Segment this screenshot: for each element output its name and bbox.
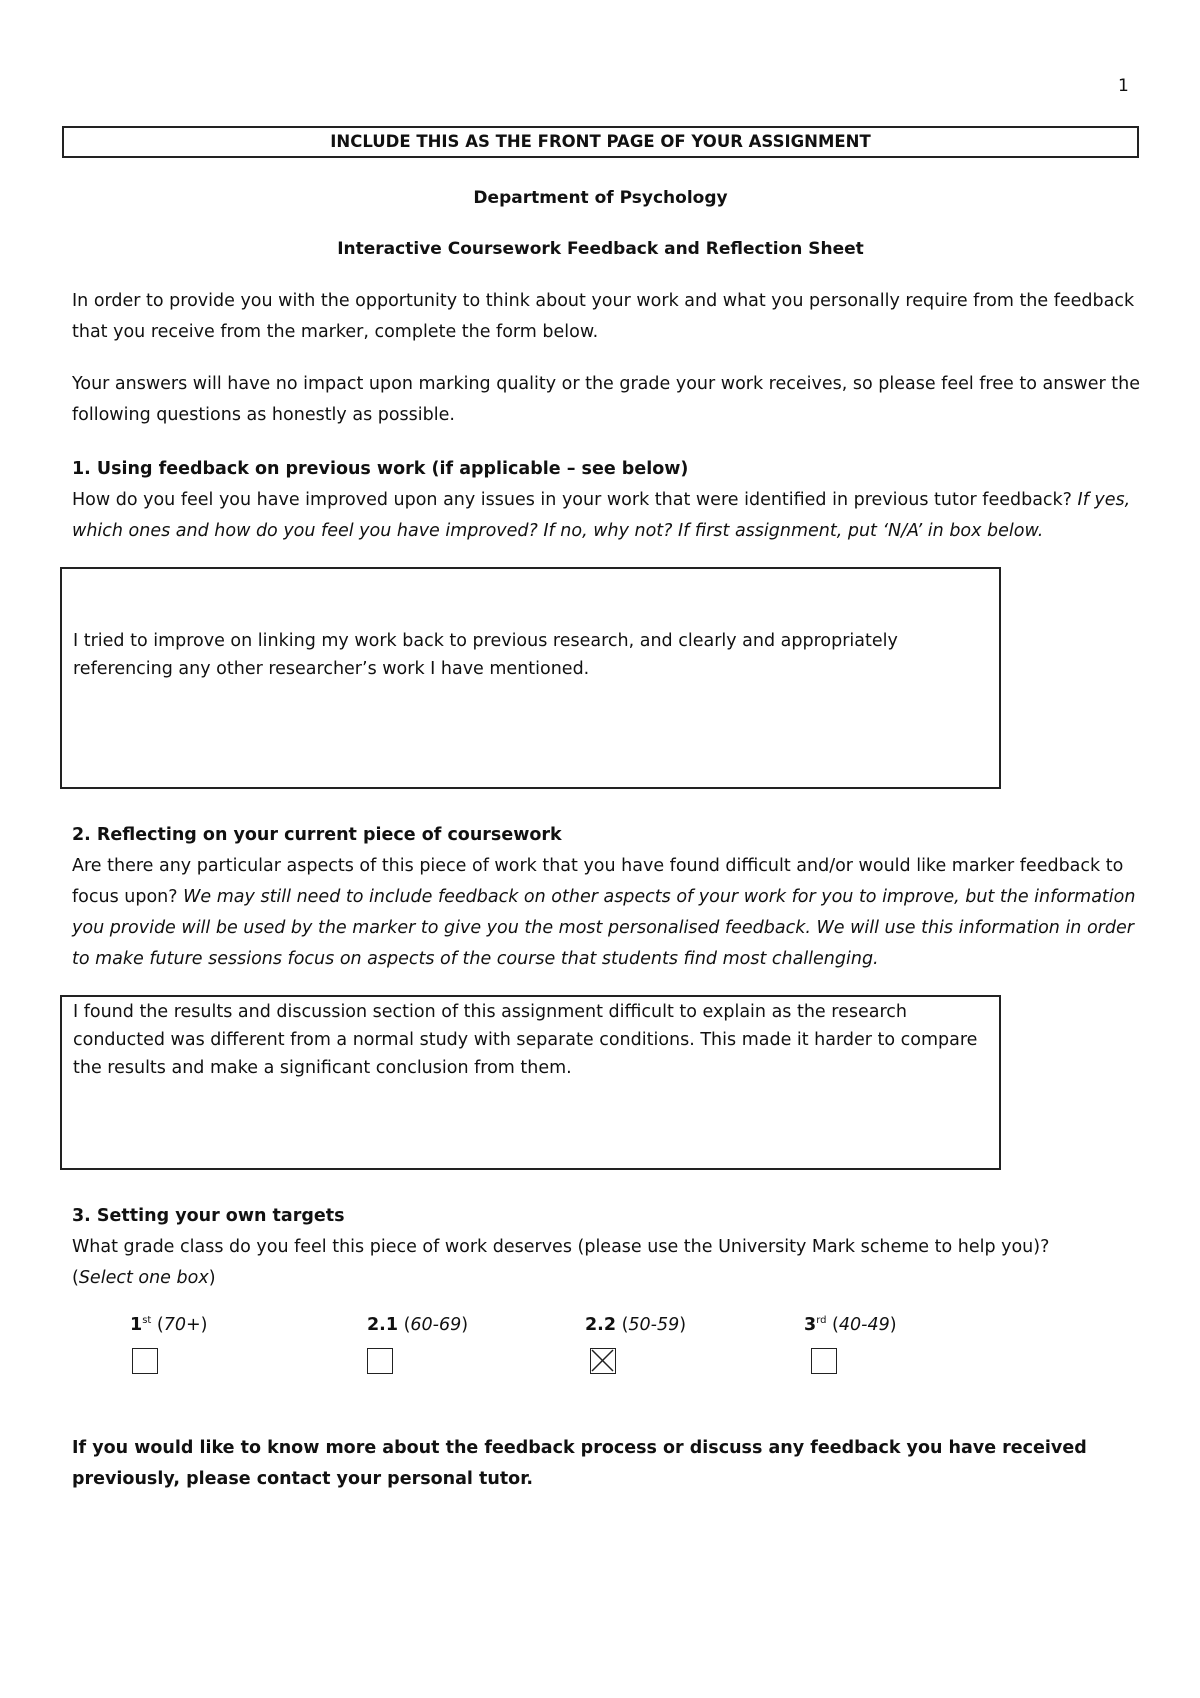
intro-paragraph-1: In order to provide you with the opportunity to think about your work and what you personally require from the feedback that you receive from the marker, complete the form below.	[72, 291, 1135, 342]
grade-option-2-1-label: 2.1 (60-69)	[367, 1315, 469, 1335]
grade-checkbox-2-1[interactable]	[367, 1348, 393, 1374]
section-2-question-text: Are there any particular aspects of this piece of work that you have found difficult and/or would like marker feedback to focus upon?	[72, 856, 1124, 907]
section-1-answer-box[interactable]	[60, 567, 1001, 789]
closing-note: If you would like to know more about the feedback process or discuss any feedback you have received previously, please contact your personal tutor.	[72, 1438, 1087, 1489]
section-1-question-italic: If yes, which ones and how do you feel you have improved? If no, why not? If first assignment, put ‘N/A’ in box below.	[72, 490, 1131, 541]
grade-option-third-label: 3rd (40-49)	[804, 1315, 897, 1335]
section-3-question: What grade class do you feel this piece of work deserves (please use the University Mark scheme to help you)?	[72, 1237, 1050, 1257]
section-2-question-italic: We may still need to include feedback on other aspects of your work for you to improve, but the information you provide will be used by the marker to give you the most personalised feedback. We will use this information in order to make future sessions focus on aspects of the course that students find most challenging.	[72, 887, 1136, 969]
section-2-answer-box[interactable]	[60, 995, 1001, 1170]
grade-checkbox-first[interactable]	[132, 1348, 158, 1374]
section-1-heading: 1. Using feedback on previous work (if applicable – see below)	[72, 459, 689, 479]
section-3-block	[72, 1201, 1144, 1294]
section-1-question	[72, 485, 1144, 547]
sheet-title: Interactive Coursework Feedback and Reflection Sheet	[337, 239, 864, 259]
grade-checkbox-third[interactable]	[811, 1348, 837, 1374]
checkbox-cross-mark	[591, 1349, 614, 1372]
grade-option-first-label: 1st (70+)	[130, 1315, 208, 1335]
section-2-block	[72, 820, 1144, 975]
section-1-question-text: How do you feel you have improved upon any issues in your work that were identified in previous tutor feedback?	[72, 490, 1072, 510]
grade-option-2-2-label: 2.2 (50-59)	[585, 1315, 687, 1335]
page-number: 1	[1118, 76, 1129, 96]
department-heading: Department of Psychology	[473, 188, 728, 208]
section-3-heading: 3. Setting your own targets	[72, 1206, 345, 1226]
section-1-block	[72, 454, 1144, 547]
section-2-heading: 2. Reflecting on your current piece of coursework	[72, 825, 562, 845]
section-3-select-hint: (Select one box)	[72, 1268, 216, 1288]
front-page-banner: INCLUDE THIS AS THE FRONT PAGE OF YOUR ASSIGNMENT	[62, 126, 1139, 158]
section-2-question	[72, 851, 1144, 975]
section-2-answer: I found the results and discussion section of this assignment difficult to explain as the research conducted was different from a normal study with separate conditions. This made it harder to compare the results and make a significant conclusion from them.	[73, 1002, 978, 1078]
grade-checkbox-2-2[interactable]	[590, 1348, 616, 1374]
intro-paragraph-2: Your answers will have no impact upon marking quality or the grade your work receives, so please feel free to answer the following questions as honestly as possible.	[72, 374, 1140, 425]
section-1-answer: I tried to improve on linking my work back to previous research, and clearly and appropriately referencing any other researcher’s work I have mentioned.	[73, 631, 898, 679]
